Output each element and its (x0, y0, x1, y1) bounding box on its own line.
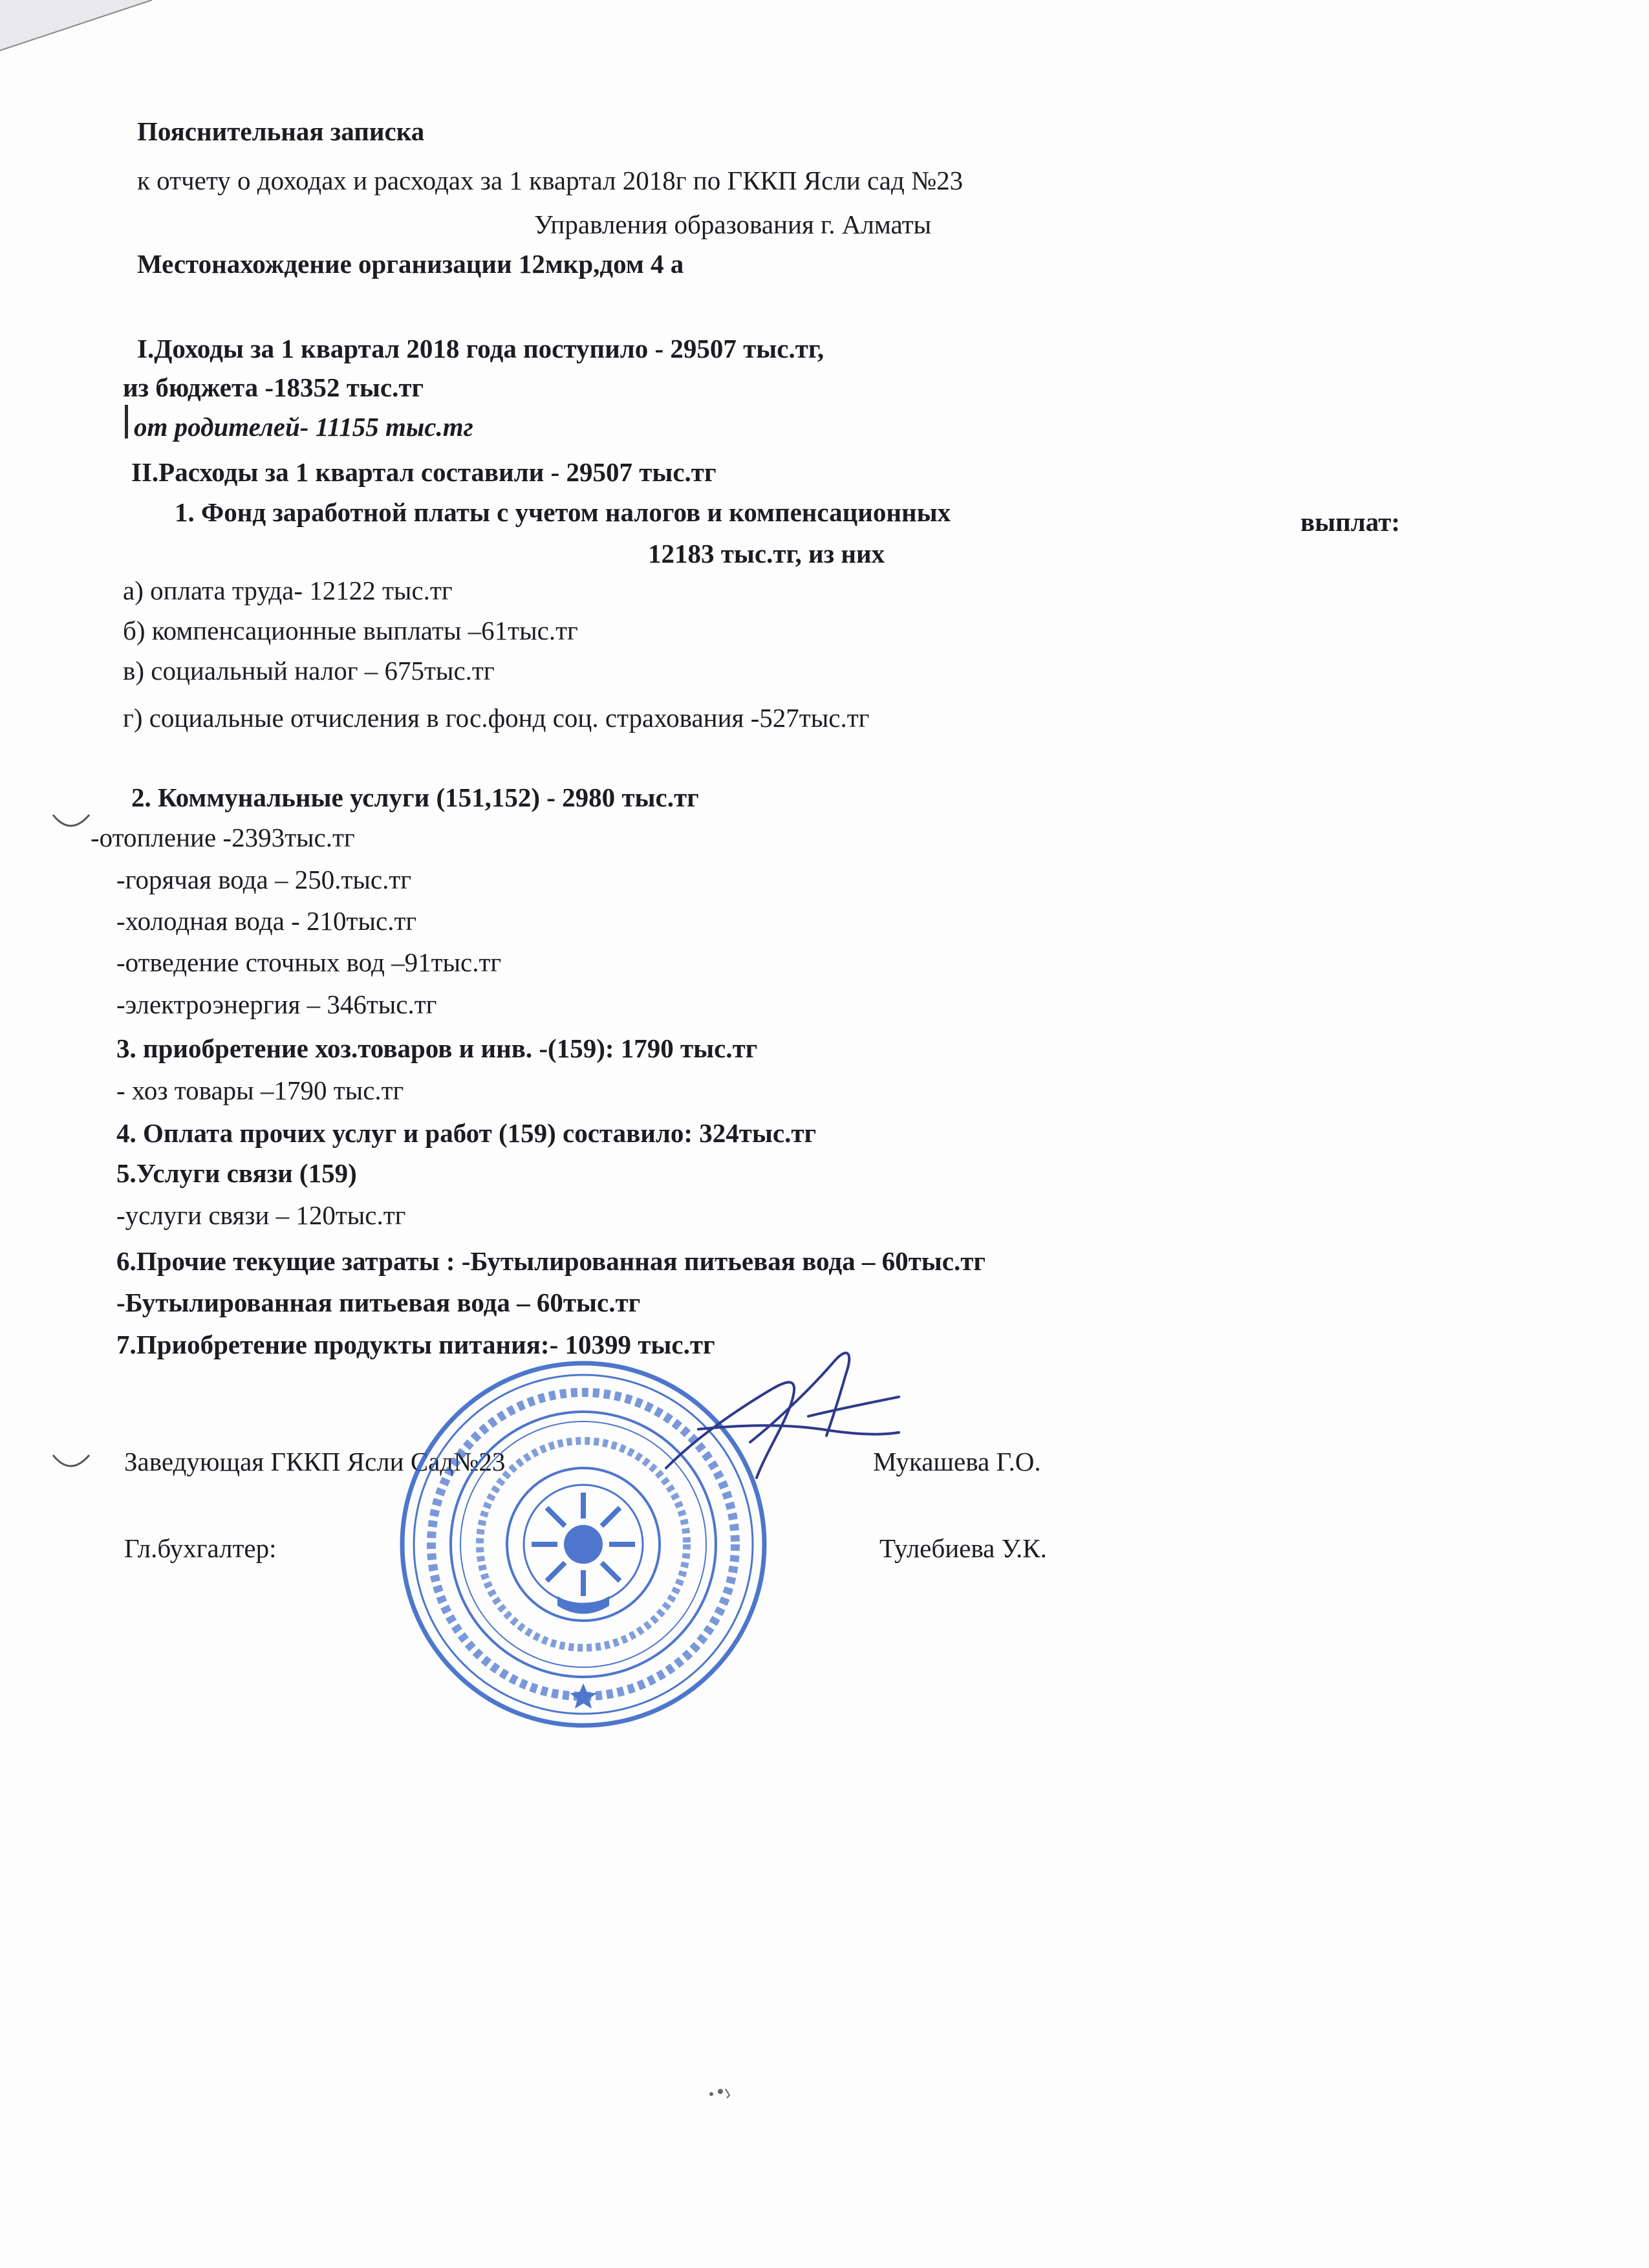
punch-hole-mark-upper (48, 797, 93, 842)
payroll-heading-left: 1. Фонд заработной платы с учетом налогов и компенсационных (175, 497, 951, 527)
accountant-role: Гл.бухгалтер: (124, 1533, 277, 1563)
goods-item-household: - хоз товары –1790 тыс.тг (116, 1075, 404, 1105)
scan-corner-artifact (0, 0, 155, 58)
other-expenses-item: -Бутылированная питьевая вода – 60тыс.тг (116, 1288, 641, 1317)
payroll-item-compensation: б) компенсационные выплаты –61тыс.тг (123, 616, 578, 645)
punch-hole-mark-lower (48, 1437, 93, 1482)
document-subtitle: к отчету о доходах и расходах за 1 квартал 2018г по ГККП Ясли сад №23 (137, 166, 964, 195)
payroll-item-wages: а) оплата труда- 12122 тыс.тг (123, 576, 453, 605)
income-heading: I.Доходы за 1 квартал 2018 года поступило - 29507 тыс.тг, (137, 334, 824, 363)
utilities-item-cold-water: -холодная вода - 210тыс.тг (116, 906, 417, 936)
payroll-item-social-tax: в) социальный налог – 675тыс.тг (123, 656, 495, 686)
expenses-heading: II.Расходы за 1 квартал составили - 29507 тыс.тг (131, 457, 717, 487)
head-name: Мукашева Г.О. (873, 1447, 1041, 1476)
head-role: Заведующая ГККП Ясли Сад№23 (124, 1447, 506, 1476)
payroll-item-social-insurance: г) социальные отчисления в гос.фонд соц. страхования -527тыс.тг (123, 703, 870, 733)
other-expenses-heading: 6.Прочие текущие затраты : -Бутылированная питьевая вода – 60тыс.тг (116, 1246, 986, 1276)
department-name: Управления образования г. Алматы (534, 210, 932, 239)
income-parents: от родителей- 11155 тыс.тг (134, 412, 473, 442)
accountant-name: Тулебиева У.К. (879, 1533, 1047, 1563)
utilities-item-heating: -отопление -2393тыс.тг (91, 823, 355, 852)
communication-heading: 5.Услуги связи (159) (116, 1158, 357, 1188)
utilities-item-sewage: -отведение сточных вод –91тыс.тг (116, 947, 502, 977)
utilities-item-hot-water: -горячая вода – 250.тыс.тг (116, 865, 412, 894)
margin-bar-mark (125, 405, 128, 438)
communication-item: -услуги связи – 120тыс.тг (116, 1200, 406, 1230)
payroll-total: 12183 тыс.тг, из них (648, 539, 885, 568)
scan-dots-artifact (707, 2085, 733, 2102)
handwritten-signature-icon (660, 1339, 905, 1494)
organization-location: Местонахождение организации 12мкр,дом 4 а (137, 249, 684, 279)
utilities-heading: 2. Коммунальные услуги (151,152) - 2980 тыс.тг (131, 783, 699, 812)
payroll-heading-right: выплат: (1300, 507, 1401, 537)
income-budget: из бюджета -18352 тыс.тг (123, 373, 424, 402)
utilities-item-electricity: -электроэнергия – 346тыс.тг (116, 989, 437, 1019)
food-heading: 7.Приобретение продукты питания:- 10399 тыс.тг (116, 1330, 715, 1359)
document-title: Пояснительная записка (137, 116, 425, 146)
services-heading: 4. Оплата прочих услуг и работ (159) составило: 324тыс.тг (116, 1118, 817, 1148)
goods-heading: 3. приобретение хоз.товаров и инв. -(159): 1790 тыс.тг (116, 1033, 758, 1063)
